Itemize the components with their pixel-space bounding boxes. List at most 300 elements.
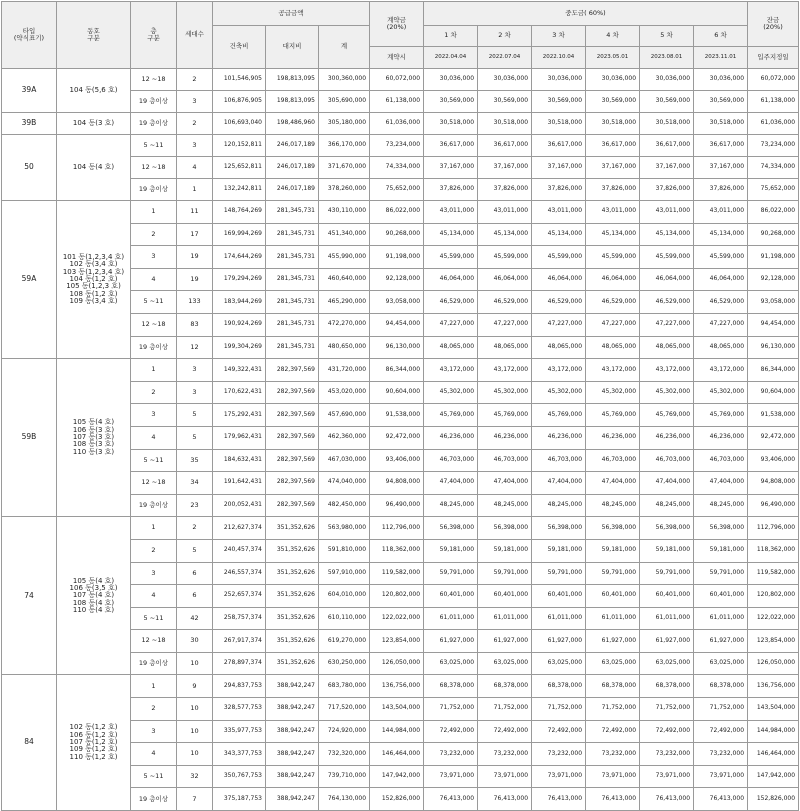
interim-2-cell: 76,413,000	[478, 788, 532, 811]
building-cost-cell: 200,052,431	[213, 494, 266, 517]
land-cost-cell: 281,345,731	[266, 313, 319, 336]
deposit-cell: 152,826,000	[370, 788, 424, 811]
land-cost-cell: 246,017,189	[266, 179, 319, 201]
land-cost-cell: 388,942,247	[266, 675, 319, 698]
type-cell: 39B	[2, 113, 57, 135]
floor-cell: 5 ~11	[131, 291, 177, 314]
type-cell: 50	[2, 135, 57, 201]
land-cost-cell: 388,942,247	[266, 765, 319, 788]
building-cost-cell: 328,577,753	[213, 698, 266, 721]
total-cost-cell: 563,980,000	[319, 517, 370, 540]
units-cell: 3	[177, 91, 213, 113]
interim-6-cell: 73,971,000	[694, 765, 748, 788]
floor-cell: 12 ~18	[131, 69, 177, 91]
interim-2-cell: 45,599,000	[478, 246, 532, 269]
interim-4-cell: 45,302,000	[586, 381, 640, 404]
balance-cell: 90,268,000	[748, 223, 799, 246]
interim-1-cell: 48,245,000	[424, 494, 478, 517]
interim-2-cell: 63,025,000	[478, 652, 532, 675]
interim-5-cell: 47,227,000	[640, 313, 694, 336]
balance-cell: 122,022,000	[748, 607, 799, 630]
balance-header: 잔금 (20%)	[748, 2, 799, 47]
land-cost-cell: 282,397,569	[266, 426, 319, 449]
interim-1-cell: 76,413,000	[424, 788, 478, 811]
interim-4-cell: 37,826,000	[586, 179, 640, 201]
deposit-cell: 126,050,000	[370, 652, 424, 675]
deposit-cell: 60,072,000	[370, 69, 424, 91]
interim-2-cell: 71,752,000	[478, 698, 532, 721]
balance-cell: 92,472,000	[748, 426, 799, 449]
land-cost-cell: 281,345,731	[266, 201, 319, 224]
interim-2-cell: 61,927,000	[478, 630, 532, 653]
floor-cell: 19 층이상	[131, 494, 177, 517]
deposit-cell: 112,796,000	[370, 517, 424, 540]
interim-2-cell: 43,011,000	[478, 201, 532, 224]
floor-cell: 1	[131, 517, 177, 540]
interim-1-cell: 47,227,000	[424, 313, 478, 336]
interim-1-cell: 72,492,000	[424, 720, 478, 743]
units-cell: 19	[177, 246, 213, 269]
interim-6-cell: 56,398,000	[694, 517, 748, 540]
interim-3-cell: 46,064,000	[532, 268, 586, 291]
interim-5-cell: 46,236,000	[640, 426, 694, 449]
interim-2-cell: 61,011,000	[478, 607, 532, 630]
units-cell: 5	[177, 404, 213, 427]
floor-cell: 2	[131, 539, 177, 562]
total-cost-cell: 474,040,000	[319, 472, 370, 495]
interim-1-cell: 46,236,000	[424, 426, 478, 449]
land-cost-cell: 282,397,569	[266, 359, 319, 382]
units-cell: 10	[177, 698, 213, 721]
interim-3-cell: 46,703,000	[532, 449, 586, 472]
interim-4-cell: 61,011,000	[586, 607, 640, 630]
interim-4-cell: 48,065,000	[586, 336, 640, 359]
interim-1-cell: 61,011,000	[424, 607, 478, 630]
land-header: 대지비	[266, 26, 319, 69]
type-cell: 59A	[2, 201, 57, 359]
total-cost-cell: 480,650,000	[319, 336, 370, 359]
floor-cell: 12 ~18	[131, 472, 177, 495]
dong-cell: 104 동(5,6 호)	[57, 69, 131, 113]
units-cell: 3	[177, 381, 213, 404]
interim-3-cell: 37,826,000	[532, 179, 586, 201]
interim-5-cell: 45,302,000	[640, 381, 694, 404]
land-cost-cell: 281,345,731	[266, 336, 319, 359]
units-cell: 6	[177, 585, 213, 608]
round-label-1: 1 차	[424, 26, 478, 47]
interim-3-cell: 59,791,000	[532, 562, 586, 585]
units-header: 세대수	[177, 2, 213, 69]
units-cell: 2	[177, 113, 213, 135]
interim-6-cell: 63,025,000	[694, 652, 748, 675]
deposit-cell: 86,022,000	[370, 201, 424, 224]
units-cell: 5	[177, 539, 213, 562]
supply-header: 공급금액	[213, 2, 370, 26]
round-label-3: 3 차	[532, 26, 586, 47]
interim-3-cell: 73,971,000	[532, 765, 586, 788]
table-row	[2, 517, 799, 540]
deposit-cell: 94,808,000	[370, 472, 424, 495]
interim-3-cell: 63,025,000	[532, 652, 586, 675]
round-label-5: 5 차	[640, 26, 694, 47]
balance-cell: 86,022,000	[748, 201, 799, 224]
building-cost-cell: 335,977,753	[213, 720, 266, 743]
building-cost-cell: 252,657,374	[213, 585, 266, 608]
units-cell: 10	[177, 743, 213, 766]
units-cell: 35	[177, 449, 213, 472]
interim-2-cell: 56,398,000	[478, 517, 532, 540]
building-header: 건축비	[213, 26, 266, 69]
interim-4-cell: 30,518,000	[586, 113, 640, 135]
interim-3-cell: 73,232,000	[532, 743, 586, 766]
building-cost-cell: 125,652,811	[213, 157, 266, 179]
dong-cell: 104 동(3 호)	[57, 113, 131, 135]
interim-4-cell: 36,617,000	[586, 135, 640, 157]
interim-5-cell: 76,413,000	[640, 788, 694, 811]
building-cost-cell: 183,944,269	[213, 291, 266, 314]
land-cost-cell: 351,352,626	[266, 607, 319, 630]
interim-5-cell: 45,134,000	[640, 223, 694, 246]
floor-cell: 3	[131, 404, 177, 427]
interim-5-cell: 30,518,000	[640, 113, 694, 135]
building-cost-cell: 101,546,905	[213, 69, 266, 91]
interim-2-cell: 47,404,000	[478, 472, 532, 495]
total-cost-cell: 604,010,000	[319, 585, 370, 608]
balance-cell: 126,050,000	[748, 652, 799, 675]
interim-2-cell: 46,064,000	[478, 268, 532, 291]
table-row	[2, 201, 799, 224]
dong-cell: 105 동(4 호) 106 동(3 호) 107 동(3 호) 108 동(3 호) 110 동(3 호)	[57, 359, 131, 517]
deposit-cell: 123,854,000	[370, 630, 424, 653]
land-cost-cell: 281,345,731	[266, 291, 319, 314]
interim-1-cell: 48,065,000	[424, 336, 478, 359]
interim-5-cell: 30,036,000	[640, 69, 694, 91]
interim-6-cell: 30,036,000	[694, 69, 748, 91]
interim-4-cell: 30,036,000	[586, 69, 640, 91]
interim-3-cell: 76,413,000	[532, 788, 586, 811]
floor-cell: 19 층이상	[131, 113, 177, 135]
interim-3-cell: 46,529,000	[532, 291, 586, 314]
interim-5-cell: 63,025,000	[640, 652, 694, 675]
units-cell: 10	[177, 652, 213, 675]
units-cell: 32	[177, 765, 213, 788]
units-cell: 83	[177, 313, 213, 336]
round-date-1: 2022.04.04	[424, 47, 478, 69]
interim-1-cell: 46,064,000	[424, 268, 478, 291]
interim-4-cell: 73,232,000	[586, 743, 640, 766]
balance-cell: 94,454,000	[748, 313, 799, 336]
floor-cell: 19 층이상	[131, 336, 177, 359]
floor-cell: 19 층이상	[131, 788, 177, 811]
interim-6-cell: 46,703,000	[694, 449, 748, 472]
units-cell: 1	[177, 179, 213, 201]
building-cost-cell: 179,294,269	[213, 268, 266, 291]
total-cost-cell: 451,340,000	[319, 223, 370, 246]
interim-3-cell: 47,404,000	[532, 472, 586, 495]
interim-4-cell: 46,529,000	[586, 291, 640, 314]
interim-3-cell: 60,401,000	[532, 585, 586, 608]
deposit-cell: 91,198,000	[370, 246, 424, 269]
building-cost-cell: 258,757,374	[213, 607, 266, 630]
interim-5-cell: 46,529,000	[640, 291, 694, 314]
deposit-cell: 96,130,000	[370, 336, 424, 359]
interim-5-cell: 43,011,000	[640, 201, 694, 224]
balance-cell: 93,058,000	[748, 291, 799, 314]
dong-cell: 104 동(4 호)	[57, 135, 131, 201]
interim-4-cell: 71,752,000	[586, 698, 640, 721]
land-cost-cell: 282,397,569	[266, 404, 319, 427]
total-cost-cell: 462,360,000	[319, 426, 370, 449]
interim-6-cell: 45,302,000	[694, 381, 748, 404]
interim-5-cell: 68,378,000	[640, 675, 694, 698]
type-cell: 59B	[2, 359, 57, 517]
balance-cell: 92,128,000	[748, 268, 799, 291]
interim-4-cell: 76,413,000	[586, 788, 640, 811]
land-cost-cell: 282,397,569	[266, 472, 319, 495]
interim-6-cell: 37,826,000	[694, 179, 748, 201]
interim-4-cell: 63,025,000	[586, 652, 640, 675]
total-cost-cell: 732,320,000	[319, 743, 370, 766]
interim-2-cell: 37,826,000	[478, 179, 532, 201]
round-label-6: 6 차	[694, 26, 748, 47]
interim-3-cell: 37,167,000	[532, 157, 586, 179]
units-cell: 6	[177, 562, 213, 585]
table-row	[2, 135, 799, 157]
interim-2-cell: 73,232,000	[478, 743, 532, 766]
deposit-cell: 96,490,000	[370, 494, 424, 517]
interim-3-cell: 43,172,000	[532, 359, 586, 382]
floor-cell: 4	[131, 268, 177, 291]
deposit-cell: 91,538,000	[370, 404, 424, 427]
interim-1-cell: 47,404,000	[424, 472, 478, 495]
interim-6-cell: 46,529,000	[694, 291, 748, 314]
interim-2-cell: 59,791,000	[478, 562, 532, 585]
interim-6-cell: 45,134,000	[694, 223, 748, 246]
floor-cell: 1	[131, 201, 177, 224]
land-cost-cell: 282,397,569	[266, 494, 319, 517]
interim-1-cell: 63,025,000	[424, 652, 478, 675]
balance-cell: 93,406,000	[748, 449, 799, 472]
interim-3-cell: 71,752,000	[532, 698, 586, 721]
deposit-cell: 75,652,000	[370, 179, 424, 201]
deposit-cell: 93,406,000	[370, 449, 424, 472]
deposit-cell: 136,756,000	[370, 675, 424, 698]
total-cost-cell: 305,180,000	[319, 113, 370, 135]
interim-5-cell: 56,398,000	[640, 517, 694, 540]
interim-2-cell: 73,971,000	[478, 765, 532, 788]
interim-2-cell: 37,167,000	[478, 157, 532, 179]
interim-1-cell: 45,769,000	[424, 404, 478, 427]
interim-6-cell: 45,599,000	[694, 246, 748, 269]
floor-cell: 5 ~11	[131, 765, 177, 788]
balance-cell: 61,036,000	[748, 113, 799, 135]
floor-cell: 19 층이상	[131, 179, 177, 201]
land-cost-cell: 198,813,095	[266, 69, 319, 91]
interim-5-cell: 73,232,000	[640, 743, 694, 766]
building-cost-cell: 267,917,374	[213, 630, 266, 653]
interim-5-cell: 45,599,000	[640, 246, 694, 269]
land-cost-cell: 246,017,189	[266, 157, 319, 179]
units-cell: 30	[177, 630, 213, 653]
total-cost-cell: 724,920,000	[319, 720, 370, 743]
deposit-cell: 122,022,000	[370, 607, 424, 630]
land-cost-cell: 282,397,569	[266, 449, 319, 472]
building-cost-cell: 174,644,269	[213, 246, 266, 269]
table-header	[2, 2, 799, 69]
interim-4-cell: 45,134,000	[586, 223, 640, 246]
balance-cell: 143,504,000	[748, 698, 799, 721]
floor-cell: 4	[131, 743, 177, 766]
total-cost-cell: 739,710,000	[319, 765, 370, 788]
deposit-cell: 120,802,000	[370, 585, 424, 608]
interim-6-cell: 59,791,000	[694, 562, 748, 585]
interim-2-cell: 48,065,000	[478, 336, 532, 359]
interim-2-cell: 30,569,000	[478, 91, 532, 113]
interim-1-cell: 46,529,000	[424, 291, 478, 314]
floor-cell: 12 ~18	[131, 157, 177, 179]
interim-6-cell: 43,011,000	[694, 201, 748, 224]
land-cost-cell: 281,345,731	[266, 268, 319, 291]
total-cost-cell: 482,450,000	[319, 494, 370, 517]
total-cost-cell: 366,170,000	[319, 135, 370, 157]
interim-6-cell: 45,769,000	[694, 404, 748, 427]
interim-2-cell: 45,134,000	[478, 223, 532, 246]
land-cost-cell: 388,942,247	[266, 720, 319, 743]
floor-cell: 3	[131, 562, 177, 585]
balance-cell: 90,604,000	[748, 381, 799, 404]
balance-cell: 73,234,000	[748, 135, 799, 157]
interim-3-cell: 46,236,000	[532, 426, 586, 449]
building-cost-cell: 184,632,431	[213, 449, 266, 472]
balance-cell: 120,802,000	[748, 585, 799, 608]
type-cell: 39A	[2, 69, 57, 113]
units-cell: 34	[177, 472, 213, 495]
round-date-5: 2023.08.01	[640, 47, 694, 69]
interim-4-cell: 48,245,000	[586, 494, 640, 517]
balance-cell: 146,464,000	[748, 743, 799, 766]
units-cell: 11	[177, 201, 213, 224]
building-cost-cell: 175,292,431	[213, 404, 266, 427]
building-cost-cell: 350,767,753	[213, 765, 266, 788]
interim-2-cell: 60,401,000	[478, 585, 532, 608]
round-label-4: 4 차	[586, 26, 640, 47]
floor-cell: 5 ~11	[131, 449, 177, 472]
deposit-cell: 73,234,000	[370, 135, 424, 157]
deposit-cell: 86,344,000	[370, 359, 424, 382]
interim-3-cell: 45,134,000	[532, 223, 586, 246]
deposit-cell: 144,984,000	[370, 720, 424, 743]
interim-1-cell: 36,617,000	[424, 135, 478, 157]
balance-cell: 60,072,000	[748, 69, 799, 91]
floor-cell: 2	[131, 223, 177, 246]
interim-6-cell: 72,492,000	[694, 720, 748, 743]
total-cost-cell: 764,130,000	[319, 788, 370, 811]
units-cell: 17	[177, 223, 213, 246]
interim-2-cell: 72,492,000	[478, 720, 532, 743]
interim-5-cell: 71,752,000	[640, 698, 694, 721]
total-cost-cell: 378,260,000	[319, 179, 370, 201]
units-cell: 3	[177, 135, 213, 157]
floor-cell: 2	[131, 381, 177, 404]
units-cell: 133	[177, 291, 213, 314]
interim-1-cell: 43,011,000	[424, 201, 478, 224]
interim-2-cell: 30,518,000	[478, 113, 532, 135]
interim-3-cell: 45,302,000	[532, 381, 586, 404]
interim-5-cell: 30,569,000	[640, 91, 694, 113]
interim-5-cell: 36,617,000	[640, 135, 694, 157]
interim-4-cell: 43,011,000	[586, 201, 640, 224]
interim-6-cell: 59,181,000	[694, 539, 748, 562]
table-row	[2, 113, 799, 135]
interim-6-cell: 76,413,000	[694, 788, 748, 811]
interim-3-cell: 43,011,000	[532, 201, 586, 224]
interim-5-cell: 72,492,000	[640, 720, 694, 743]
interim-3-cell: 30,036,000	[532, 69, 586, 91]
interim-6-cell: 46,236,000	[694, 426, 748, 449]
interim-1-cell: 73,232,000	[424, 743, 478, 766]
interim-5-cell: 46,703,000	[640, 449, 694, 472]
dong-cell: 102 동(1,2 호) 106 동(1,2 호) 107 동(1,2 호) 109 동(1,2 호) 110 동(1,2 호)	[57, 675, 131, 811]
interim-4-cell: 45,769,000	[586, 404, 640, 427]
balance-cell: 86,344,000	[748, 359, 799, 382]
building-cost-cell: 240,457,374	[213, 539, 266, 562]
land-cost-cell: 351,352,626	[266, 517, 319, 540]
interim-1-cell: 37,826,000	[424, 179, 478, 201]
table-body	[2, 69, 799, 811]
floor-cell: 1	[131, 675, 177, 698]
interim-3-cell: 61,927,000	[532, 630, 586, 653]
balance-cell: 96,490,000	[748, 494, 799, 517]
total-cost-cell: 453,020,000	[319, 381, 370, 404]
interim-4-cell: 73,971,000	[586, 765, 640, 788]
floor-cell: 3	[131, 246, 177, 269]
interim-3-cell: 68,378,000	[532, 675, 586, 698]
total-cost-cell: 455,990,000	[319, 246, 370, 269]
total-cost-cell: 610,110,000	[319, 607, 370, 630]
interim-1-cell: 56,398,000	[424, 517, 478, 540]
interim-6-cell: 68,378,000	[694, 675, 748, 698]
interim-4-cell: 68,378,000	[586, 675, 640, 698]
total-cost-cell: 431,720,000	[319, 359, 370, 382]
deposit-cell: 143,504,000	[370, 698, 424, 721]
building-cost-cell: 170,622,431	[213, 381, 266, 404]
dong-cell: 105 동(4 호) 106 동(3,5 호) 107 동(4 호) 108 동(4 호) 110 동(4 호)	[57, 517, 131, 675]
total-cost-cell: 460,640,000	[319, 268, 370, 291]
deposit-cell: 61,036,000	[370, 113, 424, 135]
total-header: 계	[319, 26, 370, 69]
interim-2-cell: 46,703,000	[478, 449, 532, 472]
interim-5-cell: 47,404,000	[640, 472, 694, 495]
building-cost-cell: 120,152,811	[213, 135, 266, 157]
interim-4-cell: 46,703,000	[586, 449, 640, 472]
building-cost-cell: 106,693,040	[213, 113, 266, 135]
total-cost-cell: 465,290,000	[319, 291, 370, 314]
interim-3-cell: 36,617,000	[532, 135, 586, 157]
interim-2-cell: 46,236,000	[478, 426, 532, 449]
interim-1-cell: 30,036,000	[424, 69, 478, 91]
interim-5-cell: 59,181,000	[640, 539, 694, 562]
total-cost-cell: 683,780,000	[319, 675, 370, 698]
building-cost-cell: 375,187,753	[213, 788, 266, 811]
building-cost-cell: 294,837,753	[213, 675, 266, 698]
floor-cell: 4	[131, 585, 177, 608]
floor-cell: 12 ~18	[131, 630, 177, 653]
interim-3-cell: 48,065,000	[532, 336, 586, 359]
interim-6-cell: 61,927,000	[694, 630, 748, 653]
interim-2-cell: 45,302,000	[478, 381, 532, 404]
building-cost-cell: 191,642,431	[213, 472, 266, 495]
floor-cell: 19 층이상	[131, 91, 177, 113]
